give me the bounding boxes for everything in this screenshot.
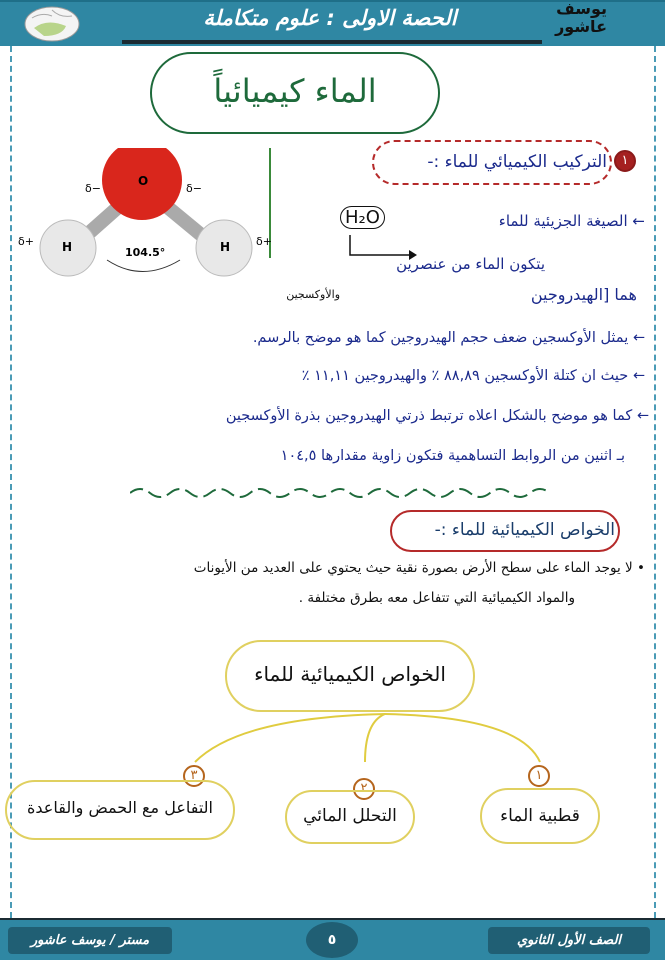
grade-label: الصف الأول الثانوي [488,927,650,954]
mindmap-item: التحلل المائي [303,806,397,826]
mass-line: ← حيث ان كتلة الأوكسجين ٨٨,٨٩ ٪ والهيدروجين ١١,١١ ٪ [301,368,645,384]
bond-angle-label: 104.5° [125,246,166,259]
bond-line: ← كما هو موضح بالشكل اعلاه ترتبط ذرتي الهيدروجين بذرة الأوكسجين [225,408,649,424]
water-formula: H₂O [340,206,385,229]
elements-line: هما [الهيدروجين [530,285,637,304]
wavy-divider [130,486,550,500]
oxygen-typed: والأوكسجين [286,288,340,301]
teacher-label: مستر / يوسف عاشور [8,927,172,954]
mindmap-item: قطبية الماء [500,806,580,826]
page-number: ٥ [306,922,358,958]
section-number: ١ [614,150,636,172]
oxygen-label: O [138,174,149,188]
item-number: ١ [528,765,550,787]
mindmap-arrows [180,712,560,772]
right-border [654,46,656,918]
item-number: ٢ [353,778,375,800]
properties-line: والمواد الكيميائية التي تتفاعل معه بطرق مختلفة . [298,590,575,606]
mindmap-center: الخواص الكيميائية للماء [254,662,446,686]
delta-minus-label: δ− [85,182,101,195]
author-logo: يوسف عاشور [555,0,607,36]
lesson-title: الحصة الاولى : علوم متكاملة [203,6,457,30]
mindmap-item: التفاعل مع الحمض والقاعدة [27,798,213,817]
delta-plus-label: δ+ [18,235,34,248]
brain-icon [22,4,82,44]
delta-plus-label: δ+ [256,235,272,248]
composition-line: يتكون الماء من عنصرين [396,255,545,273]
angle-line: بـ اثنين من الروابط التساهمية فتكون زاوية مقدارها ١٠٤,٥ [280,448,625,464]
section-heading: التركيب الكيميائي للماء :- [427,152,607,172]
header-underline [122,40,542,44]
hydrogen-label: H [62,240,73,254]
volume-line: ← يمثل الأوكسجين ضعف حجم الهيدروجين كما هو موضح بالرسم. [252,330,645,346]
hydrogen-label: H [220,240,231,254]
page-title: الماء كيميائياً [213,72,377,110]
delta-minus-label: δ− [186,182,202,195]
section-heading: الخواص الكيميائية للماء :- [434,520,615,540]
formula-label: ← الصيغة الجزيئية للماء [498,212,645,230]
item-number: ٣ [183,765,205,787]
properties-line: • لا يوجد الماء على سطح الأرض بصورة نقية حيث يحتوي على العديد من الأيونات [193,560,645,576]
